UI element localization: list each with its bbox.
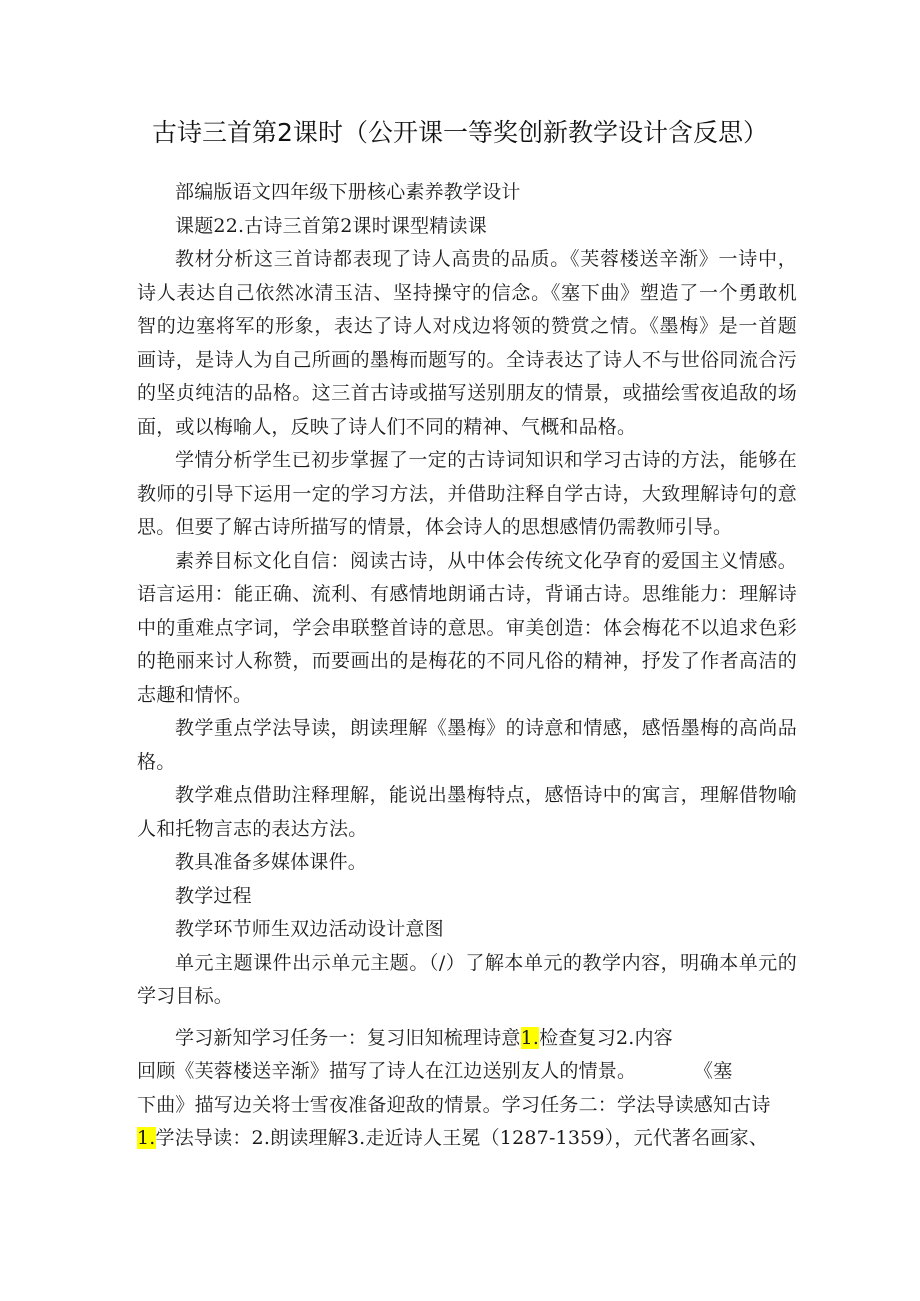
tail-line-1: 学习新知学习任务一：复习旧知梳理诗意1.检查复习2.内容: [175, 1026, 673, 1049]
paragraph-unit-theme: 单元主题课件出示单元主题。（/）了解本单元的教学内容，明确本单元的学习目标。: [137, 951, 797, 1007]
paragraph-key-points: 教学重点学法导读，朗读理解《墨梅》的诗意和情感，感悟墨梅的高尚品格。: [137, 717, 797, 773]
document-body: [137, 176, 797, 1156]
paragraph-process: 教学过程: [175, 884, 252, 907]
highlight-mark: 1.: [137, 1127, 156, 1149]
paragraph-lesson: 课题22.古诗三首第2课时课型精读课: [175, 214, 487, 237]
paragraph-subtitle: 部编版语文四年级下册核心素养教学设计: [175, 181, 521, 203]
paragraph-goals: 素养目标文化自信：阅读古诗，从中体会传统文化孕育的爱国主义情感。语言运用：能正确、流利、有感情地朗诵古诗，背诵古诗。思维能力：理解诗中的重难点字词，学会串联整首诗的意思。审美创造：体会梅花不以追求色彩的艳丽来讨人称赞，而要画出的是梅花的不同凡俗的精神，抒发了作者高洁的志趣和情怀。: [137, 549, 797, 706]
paragraph-materials: 教具准备多媒体课件。: [175, 851, 368, 873]
paragraph-table-header: 教学环节师生双边活动设计意图: [175, 918, 444, 940]
tail-line-2: 回顾《芙蓉楼送辛渐》描写了诗人在江边送别友人的情景。 《塞: [137, 1060, 733, 1082]
document-title: 古诗三首第2课时（公开课一等奖创新教学设计含反思）: [152, 118, 768, 147]
highlight-mark: 1.: [520, 1026, 540, 1049]
paragraph-difficulties: 教学难点借助注释理解，能说出墨梅特点，感悟诗中的寓言，理解借物喻人和托物言志的表达方法。: [137, 784, 797, 840]
paragraph-textbook-analysis: 教材分析这三首诗都表现了诗人高贵的品质。《芙蓉楼送辛渐》一诗中，诗人表达自己依然冰清玉洁、坚持操守的信念。《塞下曲》塑造了一个勇敢机智的边塞将军的形象，表达了诗人对戍边将领的赞赏之情。《墨梅》是一首题画诗，是诗人为自己所画的墨梅而题写的。全诗表达了诗人不与世俗同流合污的坚贞纯洁的品格。这三首古诗或描写送别朋友的情景，或描绘雪夜追敌的场面，或以梅喻人，反映了诗人们不同的精神、气概和品格。: [137, 248, 797, 438]
paragraph-student-analysis: 学情分析学生已初步掌握了一定的古诗词知识和学习古诗的方法，能够在教师的引导下运用一定的学习方法，并借助注释自学古诗，大致理解诗句的意思。但要了解古诗所描写的情景，体会诗人的思想感情仍需教师引导。: [137, 449, 797, 538]
tail-line-3: 下曲》描写边关将士雪夜准备迎敌的情景。学习任务二：学法导读感知古诗: [137, 1093, 771, 1116]
tail-line-4: 1.学法导读：2.朗读理解3.走近诗人王冕（1287-1359），元代著名画家、: [137, 1127, 769, 1149]
